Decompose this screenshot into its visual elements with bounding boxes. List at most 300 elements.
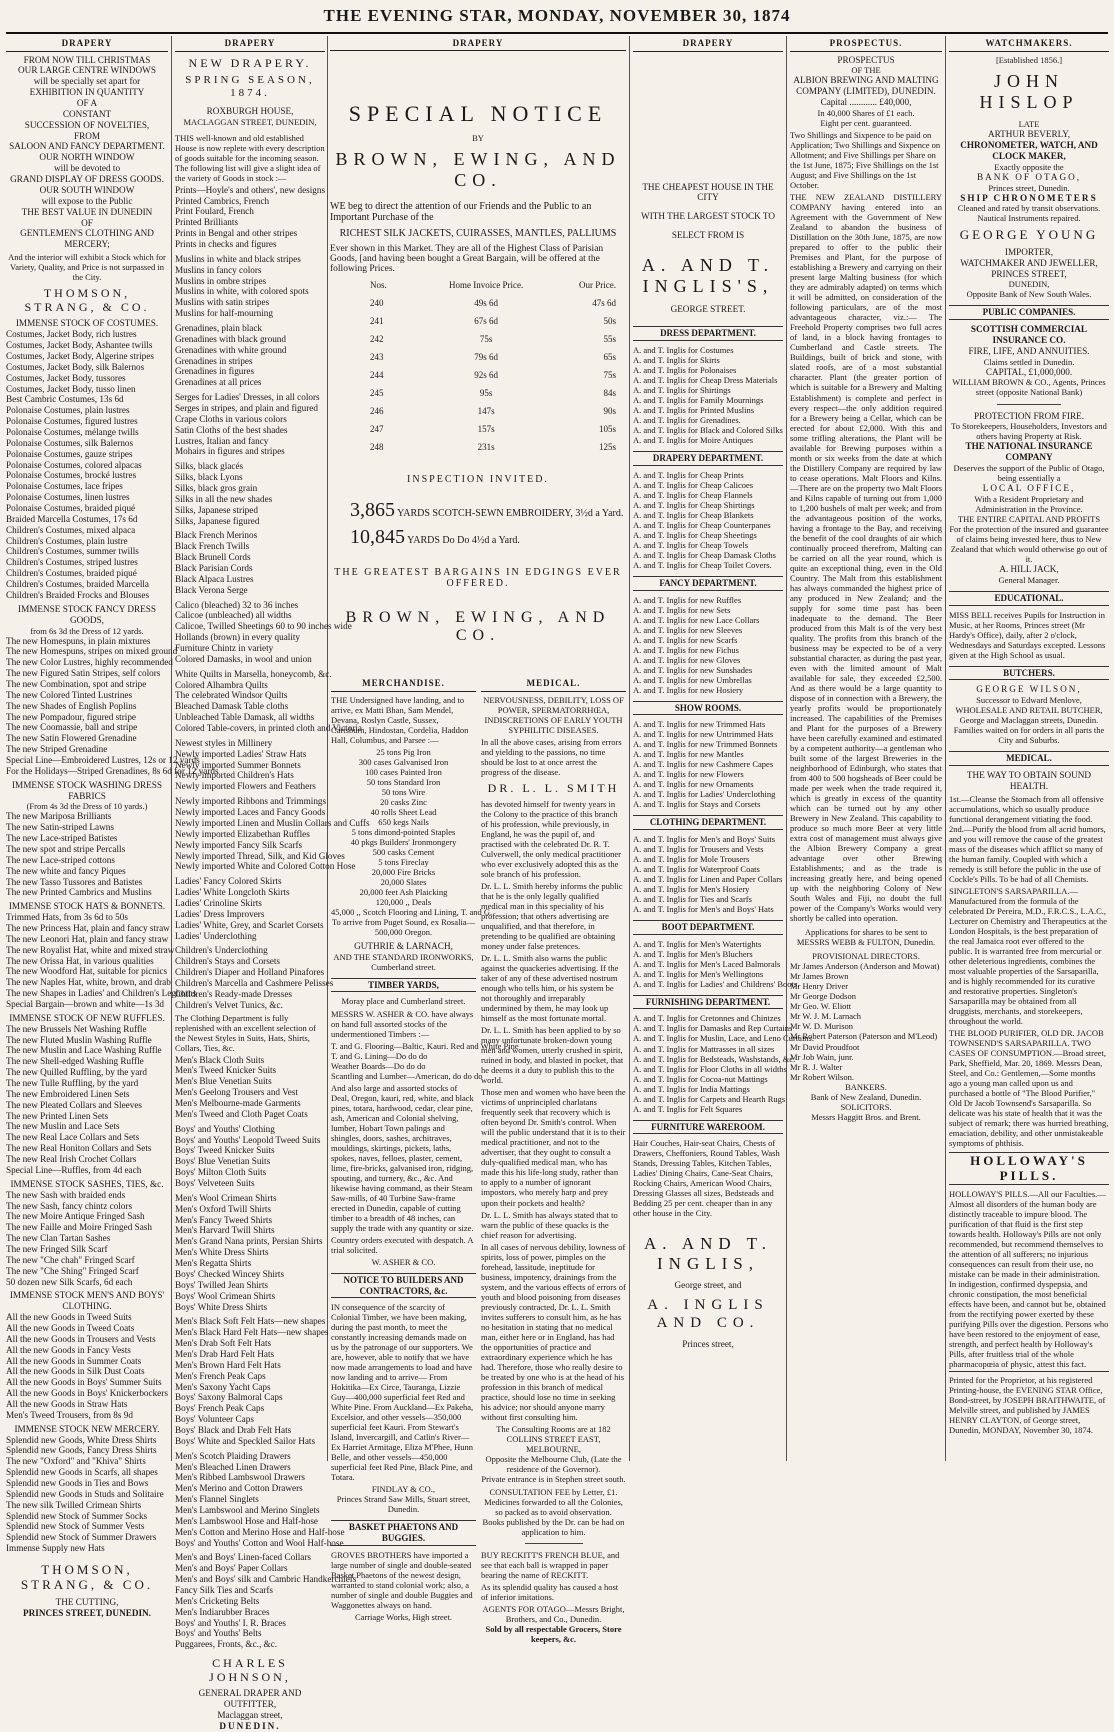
list-item: 5 tons Fireclay (378, 856, 429, 867)
list-item: A. and T. Inglis for Men's Laced Balmorals (633, 958, 781, 969)
list-item: A. and T. Inglis for Ladies' and Childrens' Boots. (633, 978, 800, 989)
butcher-name: GEORGE WILSON, (976, 684, 1082, 695)
list-item: Ladies' White, Grey, and Scarlet Corsets (175, 919, 324, 930)
list-item: A. and T. Inglis for Cheap Towels (633, 539, 749, 550)
home-price: 92s 6d (474, 370, 498, 380)
list-item: Boys' and Youths' Cotton and Wool Half-hose (175, 1537, 344, 1548)
list-item: Calicoe (unbleached) all widths (175, 610, 292, 621)
list-item: The new Tulle Ruffling, by the yard (6, 1078, 139, 1089)
list-item: Men's Oxford Twill Shirts (175, 1203, 272, 1214)
list-item: Boys' White and Speckled Sailor Hats (175, 1435, 316, 1446)
column-header: MEDICAL. (481, 676, 626, 692)
blood-purifier: THE BLOOD PURIFIER, OLD DR. JACOB TOWNSEND'S SARSAPARILLA. TWO CASES OF CONSUMPTION.—Broad street, Park, Sheffield, Mar. 20, 1869. Messrs Dean, Steel, and Co.: Gentlemen,—Some months ago a young man called upon us and purchased a bottle of "The Blood Purifier," Old Dr Jacob Townsend's Sarsaparilla. So delicate was his state of health that it was the subject of remark; there was hurried breathing, emaciation, debility, and other unmistakeable symptoms of phthisis. (949, 1027, 1109, 1149)
list-item: The new Orissa Hat, in various qualities (6, 955, 154, 966)
price-row (330, 348, 626, 366)
divider (997, 404, 1061, 405)
list-item: The new Lace-striped Batistes (6, 833, 118, 844)
list-item: Mr Job Wain, junr. (790, 1051, 854, 1062)
home-price: 147s (477, 406, 495, 416)
local-office: LOCAL OFFICE, (982, 483, 1076, 494)
our-price: 125s (598, 442, 616, 452)
prospectus-of: OF THE (851, 65, 881, 76)
list-item: OUR SOUTH WINDOW (39, 184, 135, 195)
item-number: 244 (370, 370, 384, 380)
our-price: 90s (603, 406, 616, 416)
list-item: Ladies' Fancy Colored Skirts (175, 876, 282, 887)
list-item: A. and T. Inglis for new Sets (633, 604, 731, 615)
list-item: The new "Oxford" and "Khiva" Shirts (6, 1456, 146, 1467)
column-header: DRAPERY (6, 36, 168, 52)
list-item: Calicoe, Twilled Sheetings 60 to 90 inches wide (175, 621, 352, 632)
list-item: Muslins with satin stripes (175, 297, 270, 308)
list-item: The new Embroidered Linen Sets (6, 1088, 130, 1099)
insurer-line: Claims settled in Dunedin. (983, 356, 1075, 367)
list-item: 120,000 ,, Deals (375, 896, 432, 907)
list-item: Lustres, Italian and fancy (175, 435, 269, 446)
description: Ever shown in this Market. They are all of the Highest Class of Parisian Goods, [and having been bought a Great Bargain, will be offered at the following Prices. (330, 244, 604, 274)
list-item: Prints—Hoyle's and others', new designs (175, 184, 326, 195)
medical-para: Those men and women who have been the victims of unprincipled charlatans frequently seek that recovery which is often beyond Dr. Smith's control. When will the public understand that it is to their medical practitioner, and not to the advertiser, that they ought to consult a duly-qualified medical man, who has made this his life-long study, rather than to apply to a number of ignorant impostors, who merely harp and prey upon their pockets and health? (481, 1087, 626, 1208)
section-heading: IMMENSE STOCK SASHES, TIES, &c. (10, 1178, 164, 1189)
list-item: Boys' Velveteen Suits (175, 1178, 255, 1189)
list-item: Black Verona Serge (175, 584, 248, 595)
trade: CHRONOMETER, WATCH, AND CLOCK MAKER, (960, 139, 1098, 161)
list-item: Boys' Twilled Jean Shirts (175, 1279, 268, 1290)
section-heading: MEDICAL. (949, 751, 1109, 766)
list-item: A. and T. Inglis for Cheap Calicoes (633, 479, 754, 490)
list-item: The new Satin Flowered Grenadine (6, 733, 137, 744)
entire-note: For the protection of the insured and guarantee of claims being invested here, thus to New Zealand that which would otherwise go out of it. (949, 524, 1109, 565)
newspaper-title: THE EVENING STAR, MONDAY, NOVEMBER 30, 1874 (323, 6, 791, 25)
our-price: 84s (603, 388, 616, 398)
clothing-paragraph: The Clothing Department is fully replenished with an excellent selection of the Newest Styles in Suits, Hats, Shirts, Collars, Ties, &c. (175, 1012, 316, 1053)
list-item: A. and T. Inglis for Carpets and Hearth Rugs (633, 1093, 786, 1104)
list-item: A. and T. Inglis for Printed Muslins (633, 405, 755, 416)
item-number: 242 (370, 334, 384, 344)
list-item: Children's Costumes, summer twills (6, 546, 139, 557)
list-item: Mr James Anderson (Anderson and Mowat) (790, 961, 940, 972)
list-item: Boys' and Youths' Belts (175, 1628, 262, 1639)
list-item: A. and T. Inglis for Men's Watertights (633, 938, 762, 949)
list-item: 20 casks Zinc (380, 796, 427, 807)
list-item: Prints in checks and figures (175, 238, 277, 249)
list-item: Men's White Dress Shirts (175, 1247, 269, 1258)
list-item: A. and T. Inglis for Cheap Prints (633, 469, 744, 480)
insurer-agents: WILLIAM BROWN & CO., Agents, Princes street (opposite National Bank) (952, 377, 1106, 398)
section-heading: FANCY DEPARTMENT. (633, 576, 783, 591)
section-heading: EDUCATIONAL. (949, 591, 1109, 606)
price-row (330, 420, 626, 438)
health-body: 1st.—Cleanse the Stomach from all offensive accumulations, which so usually produce functional derangement vitiating the food. 2nd.—Purify the blood from all acrid humors, and you will remove the cause of the greatest mass of the diseases which afflict so many of the human family. Coupled with which a remedy is still before the public in the use of Cockle's Pills. To be had of all Chemists. (949, 793, 1106, 884)
list-item: 40 rolls Sheet Lead (370, 806, 437, 817)
masthead (0, 0, 1114, 34)
column-medical (481, 676, 626, 1645)
directors-list (790, 961, 942, 1081)
list-item: Costumes, Jacket Body, Algerine stripes (6, 351, 154, 362)
fancy-list (633, 595, 783, 695)
section-heading: IMMENSE STOCK OF COSTUMES. (15, 318, 159, 329)
list-item: A. and T. Inglis for Trousers and Vests (633, 844, 764, 855)
ad-title: NEW DRAPERY. (188, 55, 312, 70)
list-item: Men's Brown Hard Felt Hats (175, 1359, 281, 1370)
list-item: The new Mariposa Brilliants (6, 811, 112, 822)
list-item: 650 kegs Nails (378, 816, 429, 827)
list-item: Boys' White Dress Shirts (175, 1301, 268, 1312)
list-item: A. and T. Inglis for Damasks and Rep Curtains (633, 1023, 793, 1034)
list-item: A. and T. Inglis for new Scarfs (633, 634, 738, 645)
price-row (330, 438, 626, 456)
reckitt-sold: Sold by all respectable Grocers, Store keepers, &c. (485, 1624, 622, 1645)
clothing-list (633, 834, 783, 914)
list-item: Silks, black Lyons (175, 472, 243, 483)
list-item: All the new Goods in Boys' Summer Suits (6, 1377, 162, 1388)
list-item: The new spot and stripe Percalls (6, 844, 126, 854)
list-item: Mr David Proudfoot (790, 1041, 860, 1052)
section-heading: IMMENSE STOCK MEN'S AND BOYS' CLOTHING. (9, 1290, 165, 1312)
item-number: 248 (370, 442, 384, 452)
price-row (330, 312, 626, 330)
list-item: A. and T. Inglis for Mattrasses in all sizes (633, 1043, 775, 1054)
list-item: 25 tons Pig Iron (376, 746, 431, 757)
list-item: Boys' Volunteer Caps (175, 1414, 254, 1425)
list-item: Men's Tweed Knicker Suits (175, 1065, 277, 1076)
medical-para: Dr. L. L. Smith hereby informs the public that he is the only legally qualified medical man in this speciality of his profession; that others advertising are unqualified, and that therefore, in pretending to be qualified are obtaining money under false pretences. (481, 881, 623, 952)
list-item: Black French Twills (175, 541, 250, 552)
list-item: A. and T. Inglis for Cheap Shirtings (633, 499, 755, 510)
list-item: The new Clan Tartan Sashes (6, 1233, 111, 1244)
list-item: Children's Costumes, striped lustres (6, 557, 138, 568)
list-item: The new "Che chah" Fringed Scarf (6, 1254, 135, 1265)
list-item: Splendid new Goods in Ties and Bows (6, 1477, 149, 1488)
consulting-rooms: The Consulting Rooms are at 182 COLLINS STREET EAST, MELBOURNE, (496, 1423, 611, 1454)
list-item: A. and T. Inglis for Cheap Dress Materials (633, 375, 778, 386)
list-item: A. and T. Inglis for Stays and Corsets (633, 799, 761, 810)
list-item: GENTLEMEN'S CLOTHING AND (20, 228, 154, 239)
footer-street: George street, and (674, 1280, 742, 1291)
list-item: Costumes, Jacket Body, rich lustres (6, 329, 137, 340)
list-item: OF (81, 217, 93, 228)
list-item: A. and T. Inglis for Black and Colored Silks (633, 425, 783, 436)
price-row (330, 330, 626, 348)
column-prospectus (790, 36, 942, 1461)
list-item: The new Color Lustres, highly recommended (6, 657, 173, 668)
list-item: Children's Underclothing (175, 945, 268, 956)
intro-line: THE CHEAPEST HOUSE IN THE CITY (642, 181, 774, 203)
footer-name: CHARLES JOHNSON, (209, 1656, 291, 1685)
list-item: Muslins in white, with colored spots (175, 286, 309, 297)
boot-list (633, 938, 800, 989)
list-item: Scantling and Lumber—American, do do do (331, 1070, 483, 1081)
list-item: 20,000 Fire Bricks (371, 866, 436, 877)
list-item: A. and T. Inglis for Men's and Boys' Suits (633, 834, 776, 845)
list-item: 20,000 Slates (380, 876, 427, 887)
ruffles-list (6, 1024, 168, 1176)
list-item: Polonaise Costumes, figured lustres (6, 416, 138, 427)
list-item: Splendid new Goods in Studs and Solitaire (6, 1488, 164, 1499)
list-item: Men's Bleached Linen Drawers (175, 1461, 291, 1472)
list-item: The new Shell-edged Washing Ruffle (6, 1056, 144, 1067)
list-item: All the new Goods in Straw Hats (6, 1398, 128, 1409)
list-item: The new Leonori Hat, plain and fancy straw (6, 933, 169, 944)
list-item: The new Fluted Muslin Washing Ruffle (6, 1034, 152, 1045)
list-item: Mr George Dodson (790, 991, 856, 1002)
list-item: Splendid new Stock of Summer Vests (6, 1521, 145, 1532)
section-heading: FURNISHING DEPARTMENT. (633, 995, 783, 1010)
firm-name-footer: BROWN, EWING, AND CO. (345, 609, 611, 644)
footer-street: Maclaggan street, (217, 1710, 283, 1721)
list-item: Newly imported Ladies' Straw Hats (175, 748, 307, 759)
list-item: Men's Lambswool Hose and Half-hose (175, 1515, 319, 1526)
list-item: 5 tons dimond-pointed Staples (351, 826, 456, 837)
list-item: Splendid new Goods, White Dress Shirts (6, 1434, 157, 1445)
list-item: will expose to the Public (41, 195, 133, 206)
list-item: A. and T. Inglis for new Fichus (633, 644, 739, 655)
list-item: A. and T. Inglis for Mole Trousers (633, 854, 750, 865)
intro-line: SELECT FROM IS (671, 230, 745, 241)
young-line: WATCHMAKER AND JEWELLER, (960, 257, 1098, 268)
yards-count: 3,865 (350, 499, 395, 521)
list-item: Men's Tweed and Cloth Paget Coats (175, 1108, 308, 1119)
list-item: Men's Grand Nana prints, Persian Shirts (175, 1236, 323, 1247)
list-item: A. and T. Inglis for Cheap Sheetings (633, 529, 757, 540)
list-item: Children's Braided Frocks and Blouses (6, 589, 150, 600)
basket-footer: Carriage Works, High street. (354, 1611, 453, 1622)
yards-count: 10,845 (350, 526, 405, 548)
list-item: Children's Stays and Corsets (175, 956, 281, 967)
medical-para: Dr. L. L. Smith has always stated that to warn the public of these quacks is the chief reason for advertising. (481, 1209, 618, 1240)
list-item: A. and T. Inglis for Shirtings (633, 385, 731, 396)
medical-para: Dr. L. L. Smith has been applied to by so many unfortunate broken-down young men and women, utterly crushed in spirit, ruined in body, and blasted in pocket, that he deems it a duty to publish this to the world. (481, 1025, 624, 1086)
list-item: Weather Boards—Do do do (331, 1060, 426, 1071)
list-item: CONSTANT (62, 108, 112, 119)
list-item: A. and T. Inglis for Bedsteads, Washstands, &c. (633, 1053, 796, 1064)
list-item: Men's and Boys' Paper Collars (175, 1563, 288, 1574)
footer-town: DUNEDIN. (219, 1721, 281, 1732)
list-item: Newest styles in Millinery (175, 737, 273, 748)
list-item: Muslins in fancy colors (175, 264, 262, 275)
fancy-goods-list (6, 635, 219, 777)
list-item: The new Colored Tinted Lustrines (6, 689, 133, 700)
list-item: EXHIBITION IN QUANTITY (29, 87, 145, 98)
section-heading: IMMENSE STOCK HATS & BONNETS. (8, 901, 166, 912)
list-item: Boys' Wool Crimean Shirts (175, 1290, 276, 1301)
list-item: A. and T. Inglis for Cheap Flannels (633, 489, 753, 500)
price-header: Our Price. (579, 280, 616, 290)
list-item: A. and T. Inglis for Costumes (633, 344, 734, 355)
list-item: The new Fringed Silk Scarf (6, 1243, 108, 1254)
special-notice: SPECIAL NOTICE (348, 101, 608, 126)
insurer: SCOTTISH COMMERCIAL INSURANCE CO. (970, 324, 1088, 345)
list-item: Children's Velvet Tunics, &c. (175, 999, 283, 1010)
list-item: The new white and fancy Piques (6, 865, 126, 876)
list-item: The new Muslin and Lace Sets (6, 1121, 120, 1132)
list-item: Muslins in ombre stripes (175, 275, 267, 286)
drapery-list (633, 470, 783, 570)
mercery-list (6, 1435, 168, 1554)
list-item: The new Royalist Hat, white and mixed straw (6, 944, 175, 955)
furnishing-list (633, 1013, 814, 1114)
list-item: All the new Goods in Fancy Vests (6, 1344, 131, 1355)
list-item: Newly imported Summer Bonnets (175, 759, 301, 770)
list-item: Silks, black glacés (175, 461, 244, 472)
list-item: The new "Che Shing" Fringed Scarf (6, 1265, 139, 1276)
item-number: 240 (370, 298, 384, 308)
list-item: All the new Goods in Trousers and Vests (6, 1333, 156, 1344)
list-item: T. and G. Flooring—Baltic, Kauri. Red and White Pine (331, 1040, 519, 1051)
company-name: ALBION BREWING AND MALTING COMPANY (LIMITED), DUNEDIN. (793, 75, 939, 97)
list-item: The new Faille and Moire Fringed Sash (6, 1222, 152, 1233)
section-heading: BUTCHERS. (949, 666, 1109, 681)
list-item: Grenadines in stripes (175, 355, 253, 366)
local-note: With a Resident Proprietary and Administration in the Province. (974, 494, 1084, 515)
list-item: Grenadines at all prices (175, 377, 262, 388)
list-item: Splendid new Stock of Summer Socks (6, 1510, 148, 1521)
our-price: 75s (603, 370, 616, 380)
list-item: Boys' Checked Wincey Shirts (175, 1268, 285, 1279)
costumes-list (6, 329, 168, 600)
price-header: Nos. (370, 280, 387, 290)
list-item: A. and T. Inglis for Ties and Scarfs (633, 894, 752, 905)
home-price: 75s (479, 334, 493, 344)
timber-list (331, 1040, 519, 1081)
list-item: The new Moire Antique Fringed Sash (6, 1211, 145, 1222)
list-item: Polonaise Costumes, linen lustres (6, 492, 130, 503)
price-row (330, 402, 626, 420)
timber-sub: Moray place and Cumberland street. (341, 996, 466, 1007)
home-price: 49s 6d (474, 298, 498, 308)
list-item: Children's Ready-made Dresses (175, 988, 292, 999)
butcher-line: Successor to Edward Menlove, (976, 695, 1082, 706)
timber-para: MESSRS W. ASHER & CO. have always on hand full assorted stocks of the undermentioned Timbers :— (331, 1008, 474, 1039)
footer-trade: GENERAL DRAPER AND OUTFITTER, (198, 1688, 302, 1710)
bank: BANK OF OTAGO, (976, 171, 1082, 182)
solicitors-heading: SOLICITORS. (840, 1101, 892, 1112)
footer-firm-2: A. INGLIS AND CO. (647, 1297, 769, 1331)
footer-street-2: Princes street, (682, 1338, 734, 1349)
show-rooms-list (633, 719, 783, 809)
list-item: The new Woodford Hat, suitable for picnics (6, 966, 168, 977)
item-number: 245 (370, 388, 384, 398)
list-item: Boys' Tweed Knicker Suits (175, 1145, 275, 1156)
list-item: A. and T. Inglis for Waterproof Coats (633, 864, 760, 875)
list-item: The new Pompadour, figured stripe (6, 711, 137, 722)
list-item: Newly imported Laces and Fancy Goods (175, 807, 326, 818)
merch-intro: THE Undersigned have landing, and to arrive, ex Matti Bhan, Sam Mendel, Devana, Roslyn Castle, Sussex, Cartsburn, Hindostan, Cordelia, Haddon Hall, Columbus, and Parsee :— (331, 694, 469, 745)
price-row (330, 366, 626, 384)
list-item: Men's Drab Soft Felt Hats (175, 1338, 272, 1349)
list-item: Immense Supply new Hats (6, 1543, 105, 1554)
young-line: DUNEDIN, (1008, 279, 1050, 290)
firm-name: THOMSON, STRANG, & CO. (24, 286, 150, 315)
list-item: GRAND DISPLAY OF DRESS GOODS. (10, 174, 164, 185)
list-item: The new Coomassie, ball and stripe (6, 722, 138, 733)
list-item: A. and T. Inglis for new Ruffles (633, 594, 742, 605)
list-item: Splendid new Stock of Summer Drawers (6, 1532, 157, 1543)
inspection-invited: INSPECTION INVITED. (407, 474, 549, 485)
list-item: Newly imported Fancy Silk Scarfs (175, 839, 303, 850)
price-table (330, 276, 626, 456)
holloway-heading: HOLLOWAY'S PILLS. (949, 1152, 1109, 1185)
list-item: Grenadines with black ground (175, 333, 286, 344)
basket-body: GROVES BROTHERS have imported a large number of single and double-seated Basket Phaetons of the newest design, warranted to stand colonial work; also, a number of single and double Buggies and Waggonettes always on hand. (331, 1549, 473, 1610)
list-item: 100 cases Painted Iron (365, 766, 442, 777)
list-item: Prints in Bengal and other stripes (175, 228, 298, 239)
merch-goods (331, 746, 493, 937)
list-item: Special Bargain—brown and white—1s 3d (6, 999, 165, 1010)
bankers-heading: BANKERS. (845, 1081, 887, 1092)
list-item: OUR NORTH WINDOW (39, 152, 135, 163)
list-item: Mr Geo. W. Eliott (790, 1001, 852, 1012)
list-item: Special Line—Ruffles, from 4d each (6, 1164, 142, 1175)
entire-capital: THE ENTIRE CAPITAL AND PROFITS (957, 514, 1101, 525)
list-item: Men's Tweed Trousers, from 8s 9d (6, 1409, 133, 1420)
list-item: Boys' Milton Cloth Suits (175, 1167, 267, 1178)
list-item: Men's Ribbed Lambswool Drawers (175, 1472, 306, 1483)
list-item: Calico (bleached) 32 to 36 inches (175, 599, 299, 610)
column-header: DRAPERY (633, 36, 783, 52)
list-item: Serges for Ladies' Dresses, in all colors (175, 392, 320, 403)
list-item: A. and T. Inglis for India Mattings (633, 1083, 750, 1094)
goods-list (175, 184, 370, 1011)
butcher-line: Families waited on for orders in all parts the City and Suburbs. (953, 725, 1105, 746)
directors-heading: PROVISIONAL DIRECTORS. (812, 951, 920, 962)
intro: WE beg to direct the attention of our Friends and the Public to an Important Purchase of the (330, 201, 592, 223)
list-item: Black Alpaca Lustres (175, 573, 254, 584)
young-line: PRINCES STREET, (991, 268, 1067, 279)
list-item: Boys' Saxony Balmoral Caps (175, 1392, 283, 1403)
list-item: will be specially set apart for (33, 76, 141, 87)
list-item: Men's Saxony Yacht Caps (175, 1381, 271, 1392)
column-header: WATCHMAKERS. (949, 36, 1109, 52)
list-item: To arrive from Puget Sound, ex Rosalia— (331, 916, 476, 927)
masthead-rule (6, 32, 1108, 34)
section-heading: TIMBER YARDS, (331, 978, 476, 993)
list-item: Printed Cambrics, French (175, 195, 270, 206)
list-item: Men's Flannel Singlets (175, 1494, 259, 1505)
section-heading: NOTICE TO BUILDERS AND CONTRACTORS, &c. (331, 1273, 476, 1298)
column-merchandise (331, 676, 519, 1622)
list-item: Serges in stripes, and plain and figured (175, 402, 318, 413)
section-heading: PUBLIC COMPANIES. (949, 305, 1109, 320)
section-heading: IMMENSE STOCK NEW MERCERY. (14, 1423, 160, 1434)
list-item: 50 tons Standard Iron (366, 776, 441, 787)
list-item: Newly imported Linen and Muslin Collars and Cuffs (175, 817, 370, 828)
list-item: Men's Drab Hard Felt Hats (175, 1348, 275, 1359)
yards-description: YARDS Do Do 4½d a Yard. (407, 535, 520, 546)
list-item: Unbleached Table Damask, all widths (175, 712, 315, 723)
list-item: 40 pkgs Builders' Ironmongery (350, 836, 457, 847)
doctor-name: DR. L. L. SMITH (487, 780, 620, 795)
divider (525, 1543, 583, 1544)
list-item: Grenadines with white ground (175, 344, 287, 355)
item-number: 246 (370, 406, 384, 416)
list-item: The new Lace-striped cottons (6, 854, 115, 865)
list-item: The new Homespuns, in plain mixtures (6, 635, 151, 646)
list-item: T. and G. Lining—Do do do (331, 1050, 428, 1061)
list-item: A. and T. Inglis for new Ornaments (633, 779, 754, 790)
medical-para: has devoted himself for twenty years in the Colony to the practice of this branch of his profession, while previously, in England, he was the pupil of, and practised with the celebrated Dr. R. T. Culverwell, the only medical practitioner who ever exclusively adopted this as the sole branch of his profession. (481, 798, 621, 879)
list-item: Polonaise Costumes, braided piqué (6, 503, 136, 514)
list-item: Ladies' White Longcloth Skirts (175, 887, 290, 898)
list-item: SALOON AND FANCY DEPARTMENT. (9, 141, 165, 152)
miss-bell: MISS BELL receives Pupils for Instruction in Music, at her Rooms, Princes street (Mr Hardy's Office), daily, after 2 o'clock, Wednesdays and Saturdays excepted. Lessons given at the High School as usual. (949, 609, 1106, 660)
butcher-line: George and Maclaggan streets, Dunedin. (959, 715, 1099, 726)
list-item: Boys' and Youths' I. R. Braces (175, 1617, 287, 1628)
list-item: Polonaise Costumes, gauze stripes (6, 448, 133, 459)
home-price: 157s (477, 424, 495, 434)
consultation-fee: CONSULTATION FEE by Letter, £1. (489, 1486, 618, 1497)
list-item: Special Line—Embroidered Lustres, 12s or 12 yards (6, 754, 200, 765)
